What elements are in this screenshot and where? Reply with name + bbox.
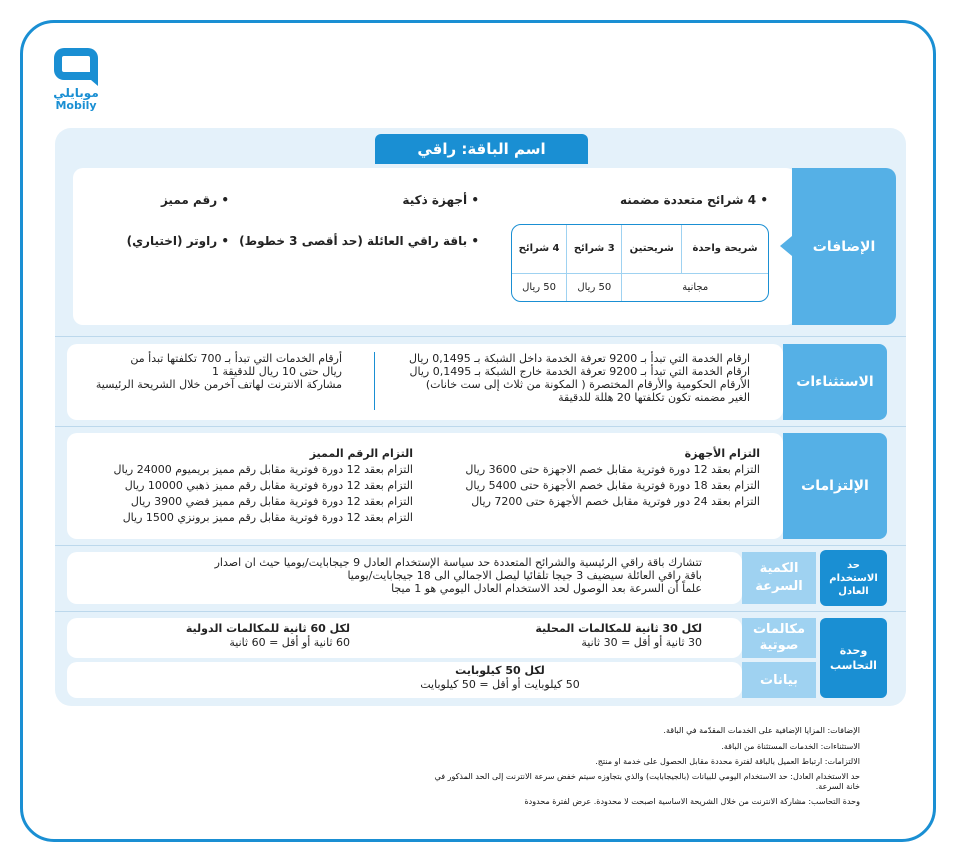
divider xyxy=(55,426,906,427)
fair-use-line: باقة راقي العائلة سيضيف 3 جيجا تلقائيا ليصل الاجمالي الى 18 جيجابايت/يوميا xyxy=(347,569,702,582)
billing-unit-label: وحدة التحاسب xyxy=(820,618,887,698)
exception-line: الأرقام الحكومية والأرقام المختصرة ( المكونة من ثلاث إلى ست خانات) xyxy=(425,378,750,391)
exception-line: الغير مضمنه تكون تكلفتها 20 هللة للدقيقة xyxy=(558,391,750,404)
divider xyxy=(55,611,906,612)
table-cell: مجانية xyxy=(622,273,768,301)
fair-use-sublabel: الكمية السرعة xyxy=(742,552,816,604)
divider xyxy=(55,545,906,546)
addition-item: • رقم مميز xyxy=(160,193,229,207)
footnote: حد الاستخدام العادل: حد الاستخدام اليومي للبيانات (بالجيجابايت) والذي بتجاوزه سيتم خفض سرعة الانترنت إلى الحد المذكور في خانة السرعة. xyxy=(434,772,860,791)
commitment-line: التزام بعقد 12 دورة فوترية مقابل رقم مميز بريميوم 24000 ريال xyxy=(113,463,413,476)
voice-intl-title: لكل 60 ثانية للمكالمات الدولية xyxy=(185,622,350,635)
table-header: 4 شرائح xyxy=(512,225,567,273)
data-unit xyxy=(380,664,620,692)
table-cell: 50 ريال xyxy=(567,273,622,301)
data-sub: 50 كيلوبايت أو أقل = 50 كيلوبايت xyxy=(420,678,580,691)
voice-label: مكالمات صوتية xyxy=(742,618,816,658)
footnote: الإضافات: المزايا الإضافية على الخدمات المقدّمة في الباقة. xyxy=(663,726,860,735)
footnote: الاستثناءات: الخدمات المستثناة من الباقة. xyxy=(721,742,860,751)
logo-name-ar: موبايلي xyxy=(53,86,99,100)
footnote: وحدة التحاسب: مشاركة الانترنت من خلال الشريحة الاساسية اصبحت لا محدودة. عرض لفترة محدودة xyxy=(524,797,860,806)
logo-name-en: Mobily xyxy=(55,99,97,112)
voice-local xyxy=(462,622,702,650)
addition-item: • راوتر (اختياري) xyxy=(126,234,229,248)
addition-item: • باقة راقي العائلة (حد أقصى 3 خطوط) xyxy=(239,234,479,248)
commitment-line: التزام بعقد 18 دورة فوترية مقابل خصم الأجهزة حتى 5400 ريال xyxy=(465,479,760,492)
voice-local-title: لكل 30 ثانية للمكالمات المحلية xyxy=(535,622,702,635)
fair-use-label: حد الاستخدام العادل xyxy=(820,550,887,606)
table-header: 3 شرائح xyxy=(567,225,622,273)
additions-arrow-icon xyxy=(780,236,792,256)
data-label: بيانات xyxy=(742,662,816,698)
exceptions-label: الاستثناءات xyxy=(783,344,887,420)
table-cell: 50 ريال xyxy=(522,281,556,293)
table-header: شريحة واحدة xyxy=(682,225,769,273)
footnote: الالتزامات: ارتباط العميل بالباقة لفترة محددة مقابل الحصول على خدمة او منتج. xyxy=(595,757,860,766)
mobily-logo xyxy=(50,48,102,120)
device-commitment xyxy=(440,446,760,510)
commitment-line: التزام بعقد 12 دورة فوترية مقابل رقم مميز فضي 3900 ريال xyxy=(130,495,413,508)
commitment-line: التزام بعقد 12 دورة فوترية مقابل رقم مميز برونزي 1500 ريال xyxy=(122,511,413,524)
addition-item: • 4 شرائح متعددة مضمنه xyxy=(619,193,768,207)
exception-line: مشاركة الانترنت لهاتف آخرمن خلال الشريحة الرئيسية xyxy=(95,378,342,391)
voice-intl xyxy=(110,622,350,650)
exception-line: أرقام الخدمات التي تبدأ بـ 700 تكلفتها تبدأ من xyxy=(130,352,342,365)
exceptions-left-text xyxy=(62,352,342,391)
voice-local-sub: 30 ثانية أو أقل = 30 ثانية xyxy=(581,636,702,649)
sim-pricing-table xyxy=(511,224,769,302)
logo-mark-icon xyxy=(54,48,98,80)
exception-line: ارقام الخدمة التي تبدأ بـ 9200 تعرفة الخدمة خارج الشبكة بـ 0,1495 ريال xyxy=(409,365,750,378)
exceptions-divider xyxy=(374,352,375,410)
data-title: لكل 50 كيلوبايت xyxy=(455,664,545,677)
voice-intl-sub: 60 ثانية أو أقل = 60 ثانية xyxy=(229,636,350,649)
special-number-commitment xyxy=(73,446,413,526)
commitments-label: الإلتزامات xyxy=(783,433,887,539)
divider xyxy=(55,336,906,337)
table-header: شريحتين xyxy=(622,225,682,273)
exceptions-right-text xyxy=(370,352,750,404)
commitment-line: التزام بعقد 12 دورة فوترية مقابل خصم الاجهزة حتى 3600 ريال xyxy=(465,463,760,476)
commitment-line: التزام بعقد 24 دور فوترية مقابل خصم الأجهزة حتى 7200 ريال xyxy=(471,495,760,508)
special-number-title: التزام الرقم المميز xyxy=(309,447,413,460)
fair-use-line: تتشارك باقة راقي الرئيسية والشرائح المتعددة حد سياسة الإستخدام العادل 9 جيجابايت/يوميا حيث ان اصدار xyxy=(214,556,702,569)
plan-title: اسم الباقة: راقي xyxy=(375,134,588,164)
addition-item: • أجهزة ذكية xyxy=(402,193,479,207)
device-commitment-title: التزام الأجهزة xyxy=(684,447,760,460)
fair-use-text xyxy=(82,556,702,595)
exception-line: ريال حتى 10 ريال للدقيقة 1 xyxy=(211,365,342,378)
exception-line: ارقام الخدمة التي تبدأ بـ 9200 تعرفة الخدمة داخل الشبكة بـ 0,1495 ريال xyxy=(409,352,750,365)
commitment-line: التزام بعقد 12 دورة فوترية مقابل رقم مميز ذهبي 10000 ريال xyxy=(124,479,413,492)
additions-label: الإضافات xyxy=(792,168,896,325)
fair-use-line: علماً أن السرعة بعد الوصول لحد الاستخدام العادل اليومي هو 1 ميجا xyxy=(391,582,702,595)
